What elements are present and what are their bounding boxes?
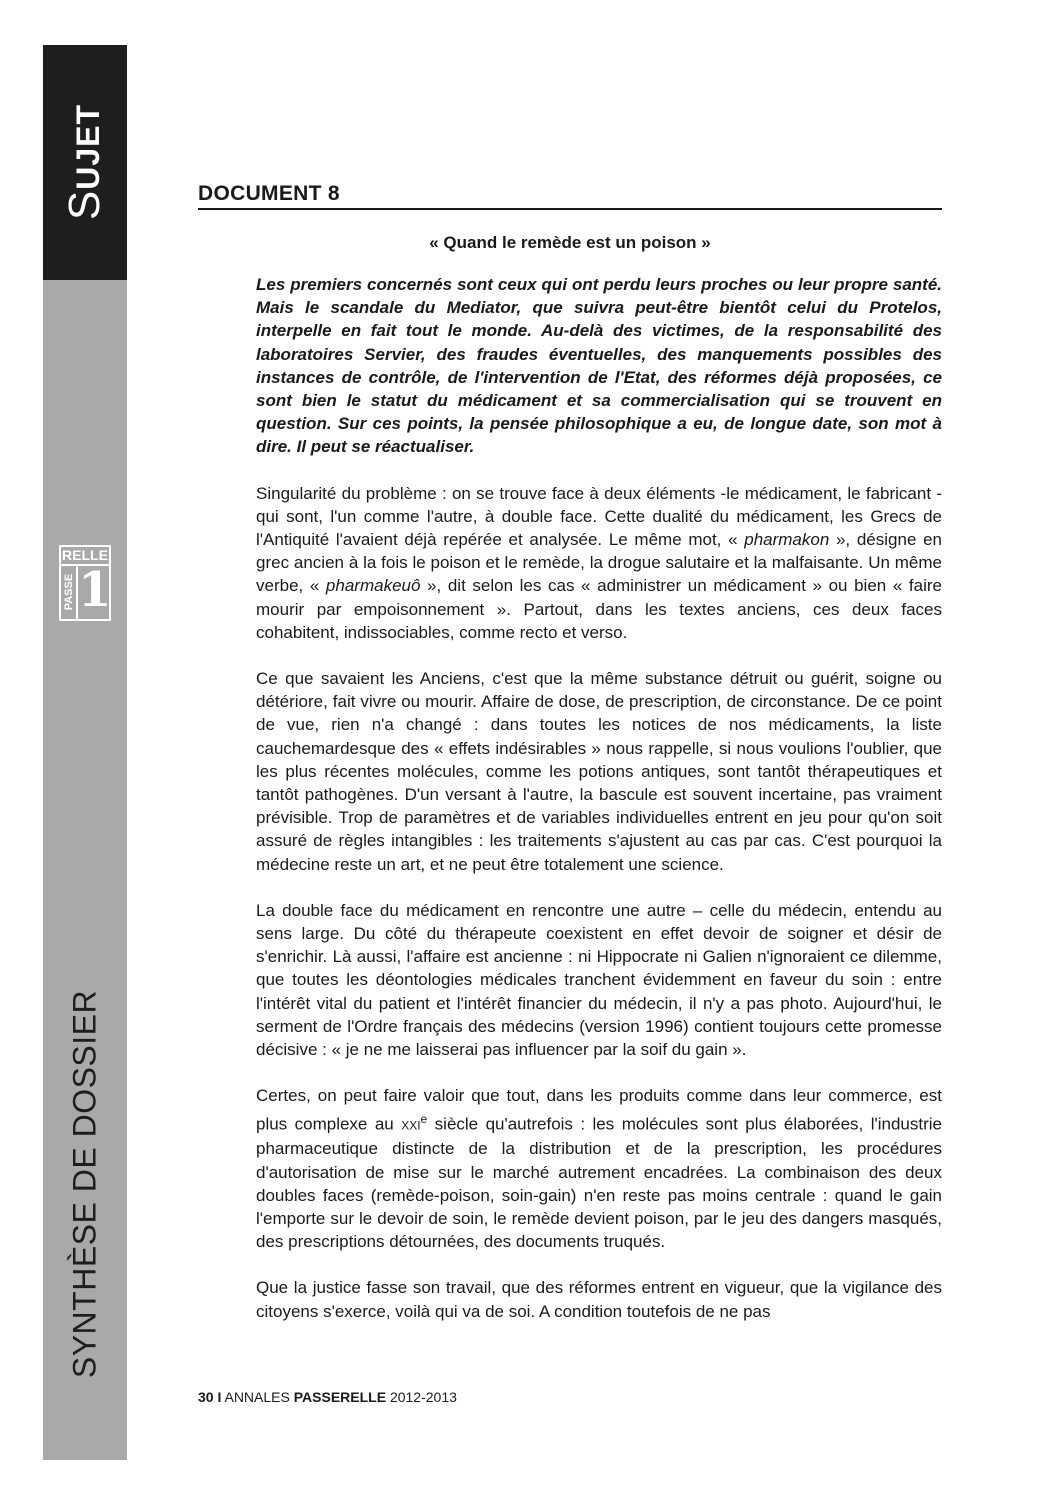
p1-emphasis-pharmakeuo: pharmakeuô — [325, 576, 421, 596]
p4-text-b: siècle qu'autrefois : les molécules sont plus élaborées, l'industrie pharmaceutique distincte de la distribution et de la prescription, les procédures d'autorisation de mise sur le marché autrement encadrées. La combinaison des deux doubles faces (remède-poison, soin-gain) n'en reste pas moins centrale : quand le gain l'emporte sur le devoir de soin, le remède devient poison, par le jeu des dangers masqués, des prescriptions détournées, des documents truqués. — [256, 1114, 942, 1252]
paragraph-5: Que la justice fasse son travail, que des réformes entrent en vigueur, que la vigilance des citoyens s'exerce, voilà qui va de soi. A condition toutefois de ne pas — [256, 1278, 942, 1321]
p1-text-b: », désigne en grec ancien à la fois le poison et le remède, la drogue salutaire et la malfaisante. Un même verbe, « — [256, 530, 942, 596]
paragraph-2: Ce que savaient les Anciens, c'est que la même substance détruit ou guérit, soigne ou détériore, fait vivre ou mourir. Affaire de dose, de prescription, de circonstance. De ce point de vue, rien n'a changé : dans toutes les notices de nos médicaments, la liste cauchemardesque des « effets indésirables » nous rappelle, si nous voulions l'oublier, que les plus récentes molécules, comme les potions antiques, sont tantôt thérapeutiques et tantôt pathogènes. D'un versant à l'autre, la bascule est souvent incertaine, pas vraiment prévisible. Trop de paramètres et de variables individuelles entrent en jeu pour qu'on soit assuré de règles intangibles : les traitements s'ajustent au cas par cas. C'est pourquoi la médecine reste un art, et ne peut être totalement une science. — [256, 669, 942, 874]
page-footer — [198, 1389, 457, 1405]
footer-brand: PASSERELLE — [293, 1389, 387, 1405]
logo-side-text: PASSE — [62, 573, 75, 610]
logo-side-box — [61, 564, 78, 619]
p4-century: XXI — [401, 1118, 421, 1133]
p1-emphasis-pharmakon: pharmakon — [744, 530, 830, 550]
section-label-rest: UJET — [70, 103, 106, 190]
rubric-label: SYNTHÈSE DE DOSSIER — [66, 989, 103, 1379]
section-label-sujet — [60, 104, 110, 220]
footer-years: 2012-2013 — [389, 1389, 457, 1405]
passerelle-logo — [59, 545, 111, 621]
section-label-initial: S — [60, 189, 109, 221]
document-body — [256, 273, 942, 1346]
paragraph-1 — [256, 482, 942, 644]
paragraph-4 — [256, 1084, 942, 1253]
logo-number: 1 — [78, 562, 112, 618]
p4-century-sup: e — [420, 1111, 428, 1126]
footer-separator: I — [217, 1389, 222, 1405]
document-title: DOCUMENT 8 — [198, 182, 340, 205]
paragraph-3: La double face du médicament en rencontre une autre – celle du médecin, entendu au sens large. Du côté du thérapeute coexistent en effet devoir de soigner et désir de s'enrichir. Là aussi, l'affaire est ancienne : ni Hippocrate ni Galien n'ignoraient ce dilemme, que toutes les déontologies médicales tranchent évidemment en faveur du soin : entre l'intérêt vital du patient et l'intérêt financier du médecin, il n'y a pas photo. Aujourd'hui, le serment de l'Ordre français des médecins (version 1996) contient toujours cette promesse décisive : « je ne me laisserai pas influencer par la soif du gain ». — [256, 900, 942, 1060]
p1-text-a: Singularité du problème : on se trouve face à deux éléments -le médicament, le fabricant -qui sont, l'un comme l'autre, à double face. Cette dualité du médicament, les Grecs de l'Antiquité l'avaient déjà repérée et analysée. Le même mot, « — [256, 483, 942, 550]
p4-text-a: Certes, on peut faire valoir que tout, dans les produits comme dans leur commerce, est plus complexe au — [256, 1086, 942, 1134]
footer-page-number: 30 — [198, 1389, 214, 1405]
lead-paragraph: Les premiers concernés sont ceux qui ont perdu leurs proches ou leur propre santé. Mais le scandale du Mediator, que suivra peut-être bientôt celui du Protelos, interpelle en fait tout le monde. Au-delà des victimes, de la responsabilité des laboratoires Servier, des fraudes éventuelles, des manquements possibles des instances de contrôle, de l'intervention de l'Etat, des réformes déjà proposées, ce sont bien le statut du médicament et sa commercialisation qui se trouvent en question. Sur ces points, la pensée philosophique a eu, de longue date, son mot à dire. Il peut se réactualiser. — [256, 275, 942, 457]
title-rule — [198, 208, 942, 210]
logo-top-text: RELLE — [61, 547, 109, 566]
subtitle-text: « Quand le remède est un poison » — [429, 233, 711, 252]
footer-annales: ANNALES — [224, 1389, 290, 1405]
p1-text-c: », dit selon les cas « administrer un médicament » ou bien « faire mourir par empoisonnement ». Partout, dans les textes anciens, ces deux faces cohabitent, indissociables, comme recto et verso. — [256, 576, 942, 642]
